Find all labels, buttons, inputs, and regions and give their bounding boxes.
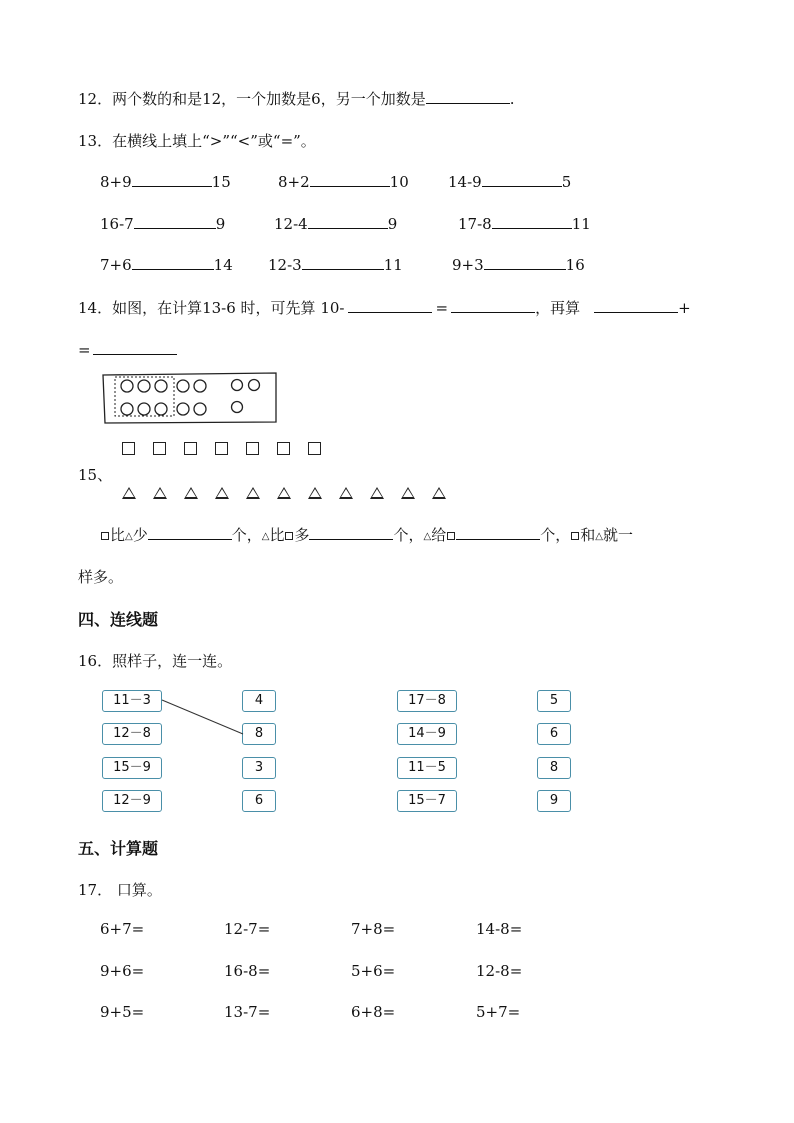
compare-item: 8+9 15 bbox=[100, 173, 231, 191]
mental-math-item: 9+6= bbox=[100, 962, 145, 980]
question-17: 17． 口算。 bbox=[78, 881, 162, 899]
mental-math-item: 16-8= bbox=[224, 962, 271, 980]
mental-math-item: 12-8= bbox=[476, 962, 523, 980]
answer-box[interactable]: 8 bbox=[242, 723, 276, 745]
question-12: 12．两个数的和是12，一个加数是6，另一个加数是 . bbox=[78, 90, 515, 108]
question-13: 13．在横线上填上“>”“<”或“=”。 bbox=[78, 132, 316, 150]
expression-box[interactable]: 11－5 bbox=[397, 757, 457, 779]
mental-math-item: 6+7= bbox=[100, 920, 145, 938]
answer-box[interactable]: 4 bbox=[242, 690, 276, 712]
compare-item: 8+2 10 bbox=[278, 173, 409, 191]
answer-box[interactable]: 6 bbox=[537, 723, 571, 745]
compare-item: 7+6 14 bbox=[100, 256, 233, 274]
question-15-text: 比△少 个，△比 多 个，△给 个， 和△就一 bbox=[100, 524, 633, 545]
compare-item: 16-7 9 bbox=[100, 215, 226, 233]
triangle-symbol: △ bbox=[595, 530, 603, 542]
triangle-symbol: △ bbox=[125, 530, 133, 542]
answer-box[interactable]: 5 bbox=[537, 690, 571, 712]
section-heading: 四、连线题 bbox=[78, 610, 159, 629]
answer-box[interactable]: 3 bbox=[242, 757, 276, 779]
expression-box[interactable]: 15－9 bbox=[102, 757, 162, 779]
compare-item: 14-9 5 bbox=[448, 173, 572, 191]
question-15-number: 15、 bbox=[78, 466, 113, 484]
compare-item: 9+3 16 bbox=[452, 256, 585, 274]
expression-box[interactable]: 12－9 bbox=[102, 790, 162, 812]
mental-math-item: 5+6= bbox=[351, 962, 396, 980]
expression-box[interactable]: 17－8 bbox=[397, 690, 457, 712]
mental-math-item: 14-8= bbox=[476, 920, 523, 938]
compare-item: 12-3 11 bbox=[268, 256, 403, 274]
triangle-symbol: △ bbox=[423, 530, 432, 542]
expression-box[interactable]: 14－9 bbox=[397, 723, 457, 745]
mental-math-item: 6+8= bbox=[351, 1003, 396, 1021]
answer-box[interactable]: 8 bbox=[537, 757, 571, 779]
question-14-cont: = bbox=[78, 340, 177, 359]
answer-box[interactable]: 6 bbox=[242, 790, 276, 812]
expression-box[interactable]: 15－7 bbox=[397, 790, 457, 812]
question-14: 14．如图，在计算13-6 时，可先算 10- = ，再算 + bbox=[78, 299, 691, 317]
expression-box[interactable]: 11－3 bbox=[102, 690, 162, 712]
triangle-symbol: △ bbox=[261, 530, 270, 542]
compare-item: 12-4 9 bbox=[274, 215, 398, 233]
section-heading: 五、计算题 bbox=[78, 839, 159, 858]
answer-box[interactable]: 9 bbox=[537, 790, 571, 812]
mental-math-item: 9+5= bbox=[100, 1003, 145, 1021]
mental-math-item: 7+8= bbox=[351, 920, 396, 938]
compare-item: 17-8 11 bbox=[458, 215, 591, 233]
mental-math-item: 13-7= bbox=[224, 1003, 271, 1021]
mental-math-item: 12-7= bbox=[224, 920, 271, 938]
expression-box[interactable]: 12－8 bbox=[102, 723, 162, 745]
question-15-text-cont: 样多。 bbox=[78, 568, 124, 586]
question-16: 16．照样子，连一连。 bbox=[78, 652, 233, 670]
mental-math-item: 5+7= bbox=[476, 1003, 521, 1021]
